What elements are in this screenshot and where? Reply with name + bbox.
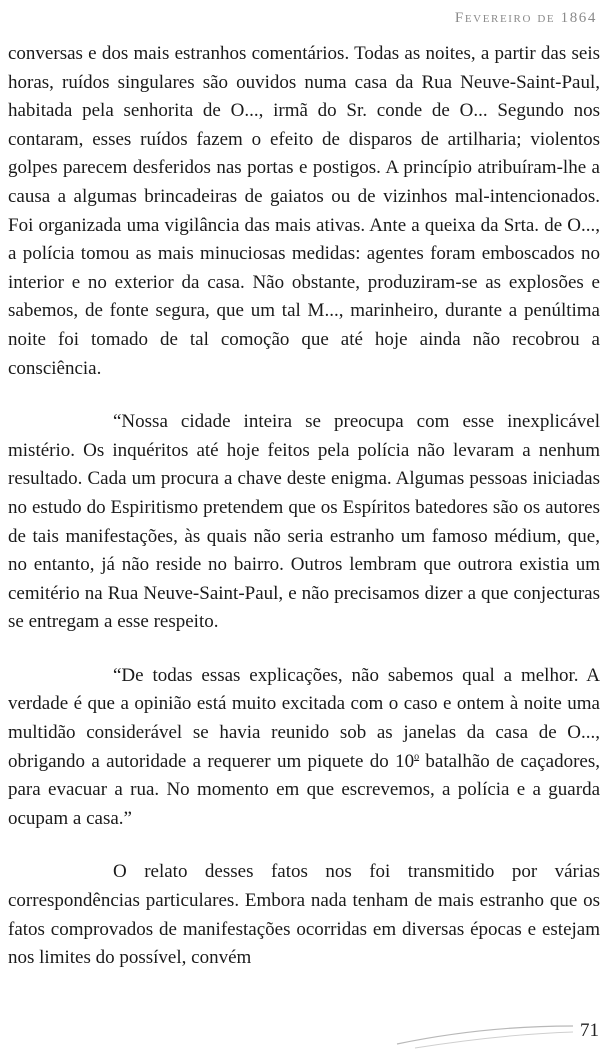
page-number: 71: [580, 1020, 599, 1041]
paragraph-2: “Nossa cidade inteira se preocupa com esse inexplicável mistério. Os inquéritos até hoje feitos pela polícia não levaram a nenhum resultado. Cada um procura a chave deste enigma. Algumas pessoas iniciadas no estudo do Espiritismo pretendem que os Espíritos batedores são os autores de tais manifestações, às quais não seria estranho um famoso médium, que, no entanto, já não reside no bairro. Outros lembram que outrora existia um cemitério na Rua Neuve-Saint-Paul, e não precisamos dizer a que conjecturas se entregam a esse respeito.: [8, 411, 600, 633]
page-body: [8, 40, 600, 973]
paragraph-1: conversas e dos mais estranhos comentários. Todas as noites, a partir das seis horas, ruídos singulares são ouvidos numa casa da Rua Neuve-Saint-Paul, habitada pela senhorita de O..., irmã do Sr. conde de O... Segundo nos contaram, esses ruídos fazem o efeito de disparos de artilharia; violentos golpes parecem desferidos nas portas e postigos. A princípio atribuíram-lhe a causa a algumas brincadeiras de gaiatos ou de vizinhos mal-intencionados. Foi organizada uma vigilância das mais ativas. Ante a queixa da Srta. de O..., a polícia tomou as mais minuciosas medidas: agentes foram emboscados no interior e no exterior da casa. Não obstante, produziram-se as explosões e sabemos, de fonte segura, que um tal M..., marinheiro, durante a penúltima noite foi tomado de tal comoção que até hoje ainda não recobrou a consciência.: [8, 43, 600, 379]
footer-flourish-ornament: [395, 1014, 575, 1054]
ordinal-indicator: o: [414, 751, 420, 763]
paragraph-3-text-after: batalhão de caçadores, para evacuar a rua. No momento em que escrevemos, a polícia e a guarda ocupam a casa.”: [8, 750, 600, 829]
paragraph-3-text-before: “De todas essas explicações, não sabemos qual a melhor. A verdade é que a opinião está muito excitada com o caso e ontem à noite uma multidão considerável se havia reunido sob as janelas da casa de O..., obrigando a autoridade a requerer um piquete do 10: [8, 664, 600, 772]
running-header: Fevereiro de 1864: [454, 10, 597, 26]
paragraph-4: O relato desses fatos nos foi transmitido por várias correspondências particulares. Embora nada tenham de mais estranho que os fatos comprovados de manifestações ocorridas em diversas épocas e estejam nos limites do possível, convém: [8, 861, 600, 969]
paragraph-3: [8, 662, 600, 834]
